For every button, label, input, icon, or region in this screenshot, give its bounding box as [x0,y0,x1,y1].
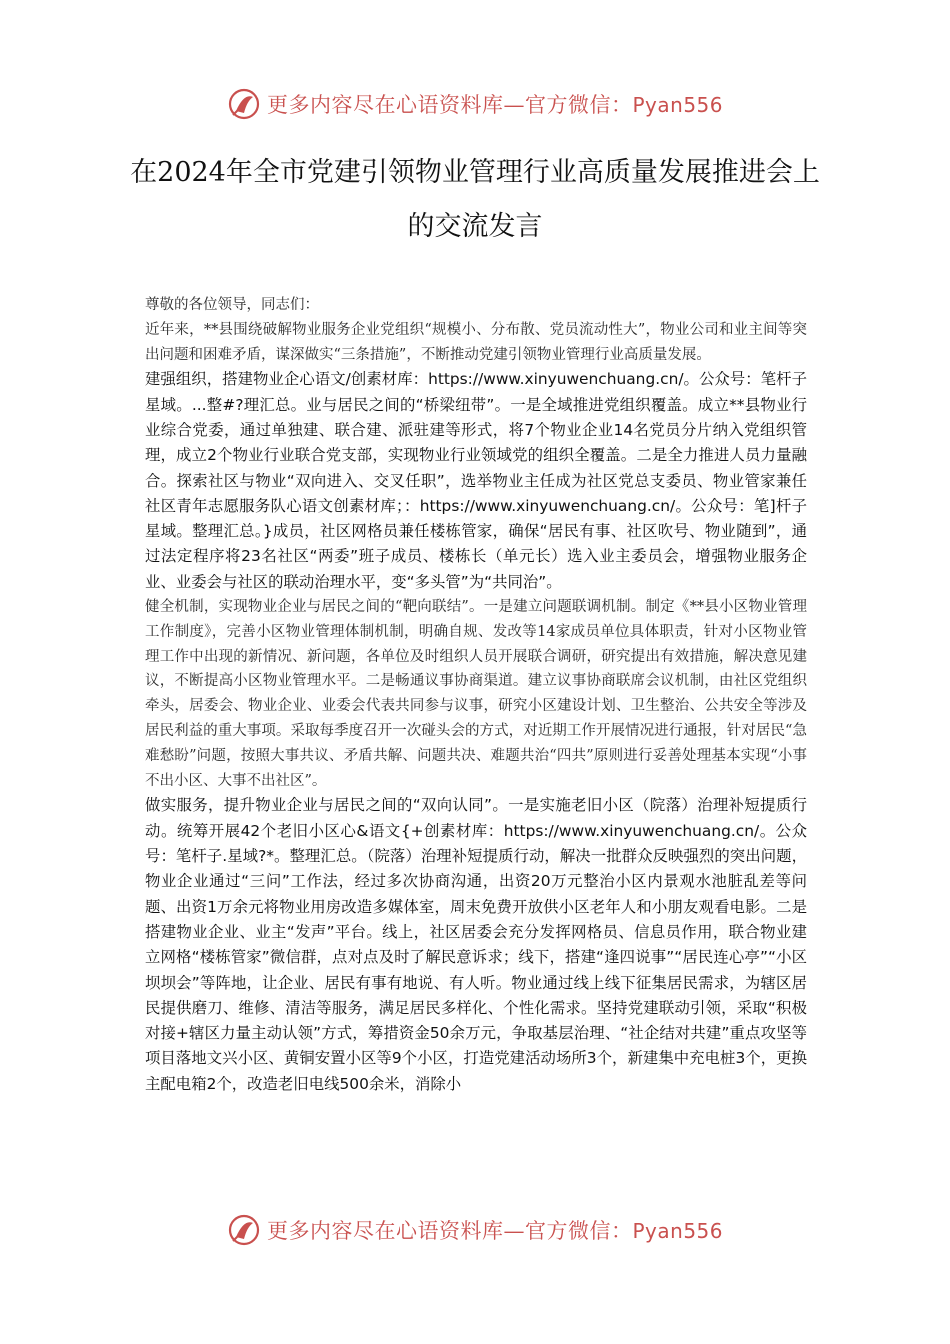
paragraph-service: 做实服务，提升物业企业与居民之间的“双向认同”。一是实施老旧小区（院落）治理补短提质行动。统筹开展42个老旧小区心&语文{+创素材库：https://www.xinyuwenchuang.cn/。公众号：笔杆子.星域?*。整理汇总。（院落）治理补短提质行动，解决一批群众反映强烈的突出问题，物业企业通过“三问”工作法，经过多次协商沟通，出资20万元整治小区内景观水池脏乱差等问题、出资1万余元将物业用房改造多媒体室，周末免费开放供小区老年人和小朋友观看电影。二是搭建物业企业、业主“发声”平台。线上，社区居委会充分发挥网格员、信息员作用，联合物业建立网格“楼栋管家”微信群，点对点及时了解民意诉求；线下，搭建“逢四说事”“居民连心亭”“小区坝坝会”等阵地，让企业、居民有事有地说、有人听。物业通过线上线下征集居民需求，为辖区居民提供磨刀、维修、清洁等服务，满足居民多样化、个性化需求。坚持党建联动引领，采取“积极对接+辖区力量主动认领”方式，筹措资金50余万元，争取基层治理、“社企结对共建”重点攻坚等项目落地文兴小区、黄铜安置小区等9个小区，打造党建活动场所3个，新建集中充电桩3个，更换主配电箱2个，改造老旧电线500余米，消除小 [145,796,807,1093]
banner-text: 更多内容尽在心语资料库—官方微信：Pyan556 [266,93,723,117]
banner-text: 更多内容尽在心语资料库—官方微信：Pyan556 [266,1219,723,1243]
intro-paragraph: 近年来，**县围绕破解物业服务企业党组织“规模小、分布散、党员流动性大”，物业公司和业主间等突出问题和困难矛盾，谋深做实“三条措施”，不断推动党建引领物业管理行业高质量发展。 [145,321,807,363]
footer-watermark-banner [0,1210,950,1250]
wechat-id: Pyan556 [632,1219,723,1243]
header-watermark-banner [0,84,950,124]
logo-icon [227,87,261,121]
paragraph-organization: 建强组织，搭建物业企心语文/创素材库：https://www.xinyuwenchuang.cn/。公众号：笔杆子星域。...整#?理汇总。业与居民之间的“桥梁纽带”。一是全域推进党组织覆盖。成立**县物业行业综合党委，通过单独建、联合建、派驻建等形式，将7个物业企业14名党员分片纳入党组织管理，成立2个物业行业联合党支部，实现物业行业领域党的组织全覆盖。二是全力推进人员力量融合。探索社区与物业“双向进入、交叉任职”，选举物业主任成为社区党总支委员、物业管家兼任社区青年志愿服务队心语文创素材库；：https://www.xinyuwenchuang.cn/。公众号：笔]杆子星域。整理汇总。}成员，社区网格员兼任楼栋管家，确保“居民有事、社区吹号、物业随到”，通过法定程序将23名社区“两委”班子成员、楼栋长（单元长）选入业主委员会，增强物业服务企业、业委会与社区的联动治理水平，变“多头管”为“共同治”。 [145,370,807,591]
wechat-id: Pyan556 [632,93,723,117]
logo-icon [227,1213,261,1247]
document-body [145,293,807,1097]
document-title: 在2024年全市党建引领物业管理行业高质量发展推进会上的交流发言 [130,157,820,242]
paragraph-mechanism: 健全机制，实现物业企业与居民之间的“靶向联结”。一是建立问题联调机制。制定《**县小区物业管理工作制度》，完善小区物业管理体制机制，明确自规、发改等14家成员单位具体职责，针对小区物业管理工作中出现的新情况、新问题，各单位及时组织人员开展联合调研，研究提出有效措施，解决意见建议，不断提高小区物业管理水平。二是畅通议事协商渠道。建立议事协商联席会议机制，由社区党组织牵头，居委会、物业企业、业委会代表共同参与议事，研究小区建设计划、卫生整治、公共安全等涉及居民利益的重大事项。采取每季度召开一次碰头会的方式，对近期工作开展情况进行通报，针对居民“急难愁盼”问题，按照大事共议、矛盾共解、问题共决、难题共治“四共”原则进行妥善处理基本实现“小事不出小区、大事不出社区”。 [145,599,807,789]
salutation: 尊敬的各位领导，同志们： [145,297,319,313]
